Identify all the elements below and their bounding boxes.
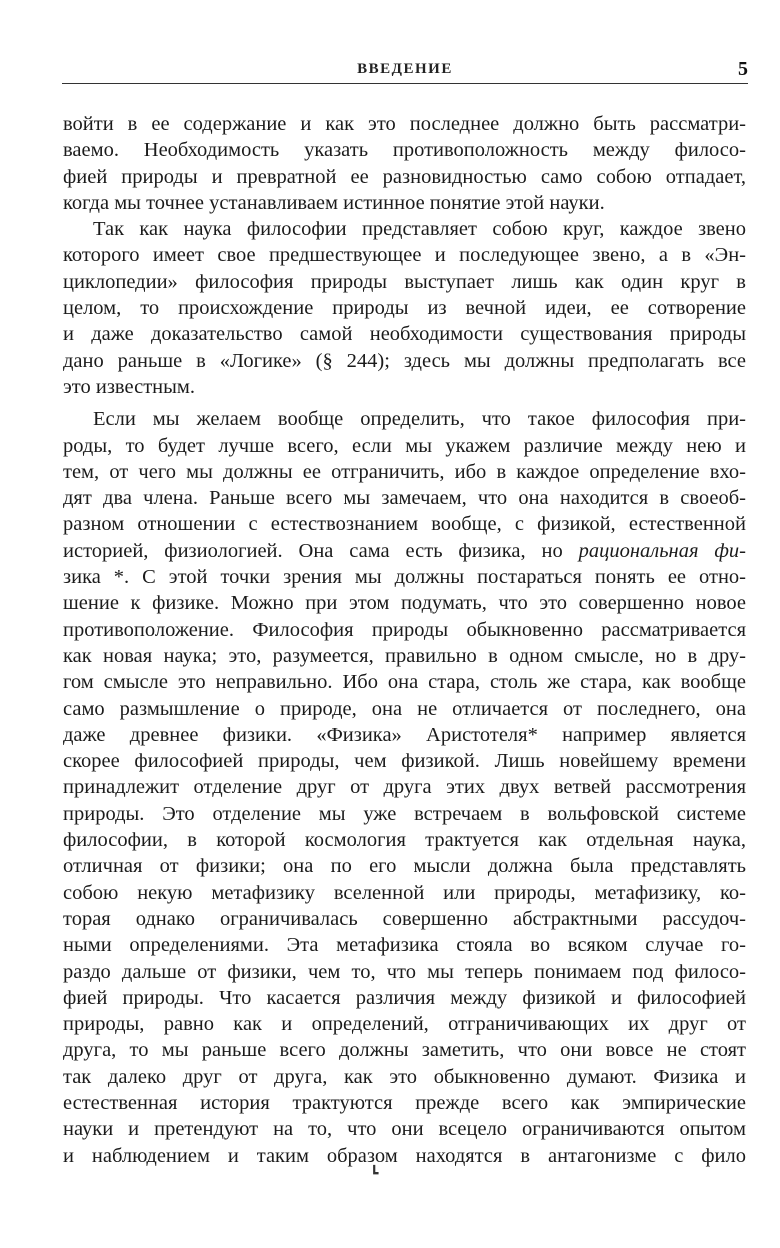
text-line: это известным.: [63, 375, 195, 398]
text-line: целом, то происхождение природы из вечной идеи, ее сотворение: [63, 297, 746, 320]
page-header: [62, 58, 748, 84]
text-line: само размышление о природе, она не отличается от последнего, она: [63, 697, 746, 720]
text-line: Так как наука философии представляет собою круг, каждое звено: [93, 218, 746, 241]
text-line: дят два члена. Раньше всего мы замечаем, что она находится в своеоб-: [63, 487, 746, 510]
header-rule: [62, 83, 748, 84]
text-line: циклопедии» философия природы выступает лишь как один круг в: [63, 270, 746, 293]
text-line-with-italic: [63, 538, 746, 564]
text-line: отличная от физики; она по его мысли должна была представлять: [63, 855, 746, 878]
text-line: которого имеет свое предшествующее и последующее звено, а в «Эн-: [63, 244, 746, 267]
text-line: скорее философией природы, чем физикой. Лишь новейшему времени: [63, 750, 746, 773]
text-line: ными определениями. Эта метафизика стояла во всяком случае го-: [63, 934, 746, 957]
text-line: друга, то мы раньше всего должны заметить, что они вовсе не стоят: [63, 1039, 746, 1062]
text-line: и наблюдением и таким образом находятся в антагонизме с фило: [63, 1144, 746, 1167]
text-line: Если мы желаем вообще определить, что такое философия при-: [93, 408, 746, 431]
text-line: тем, от чего мы должны ее отграничить, ибо в каждое определение вхо-: [63, 460, 746, 483]
text-line: и даже доказательство самой необходимости существования природы: [63, 323, 746, 346]
text-line: войти в ее содержание и как это последнее должно быть рассматри-: [63, 113, 746, 135]
text-line: как новая наука; это, разумеется, правильно в одном смысле, но в дру-: [63, 644, 746, 667]
text-line: противоположение. Философия природы обыкновенно рассматривается: [63, 618, 746, 641]
text-line: дано раньше в «Логике» (§ 244); здесь мы должны предполагать все: [63, 349, 746, 372]
text-line: даже древнее физики. «Физика» Аристотеля* например является: [63, 723, 746, 746]
italic-phrase: рациональная фи-: [578, 539, 746, 562]
paragraph-2: [63, 216, 746, 400]
text-line: гом смысле это неправильно. Ибо она стара, столь же стара, как вообще: [63, 671, 746, 694]
text-segment: историей, физиологией. Она сама есть физика, но: [63, 539, 563, 562]
text-line: собою некую метафизику вселенной или природы, метафизику, ко-: [63, 881, 746, 904]
text-line: принадлежит отделение друг от друга этих двух ветвей рассмотрения: [63, 776, 746, 799]
text-line: роды, то будет лучше всего, если мы укажем различие между нею и: [63, 434, 746, 457]
text-line: ваемо. Необходимость указать противоположность между филосо-: [63, 139, 746, 162]
text-line: торая однако ограничивалась совершенно абстрактными рассудоч-: [63, 907, 746, 930]
text-line: естественная история трактуются прежде всего как эмпирические: [63, 1091, 746, 1114]
paragraph-3: [63, 406, 746, 1169]
page-number: 5: [738, 58, 748, 80]
text-line: [63, 564, 746, 590]
text-line: фией природы. Что касается различия между физикой и философией: [63, 986, 746, 1009]
text-line: природы, равно как и определений, отграничивающих их друг от: [63, 1013, 746, 1036]
text-line: так далеко друг от друга, как это обыкновенно думают. Физика и: [63, 1065, 746, 1088]
text-line: разном отношении с естествознанием вообще, с физикой, естественной: [63, 513, 746, 536]
text-line: природы. Это отделение мы уже встречаем в вольфовской системе: [63, 802, 746, 825]
running-title: ВВЕДЕНИЕ: [357, 61, 453, 77]
text-line: раздо дальше от физики, чем то, что мы теперь понимаем под филосо-: [63, 960, 746, 983]
text-line: фией природы и превратной ее разновидностью само собою отпадает,: [63, 165, 746, 188]
page-footer-mark: ┗: [370, 1167, 379, 1182]
body-text: [63, 111, 746, 1169]
text-segment: зика *. С этой точки зрения мы должны постараться понять ее отно-: [63, 566, 746, 589]
text-line: философии, в которой космология трактуется как отдельная наука,: [63, 829, 746, 852]
text-line: шение к физике. Можно при этом подумать, что это совершенно новое: [63, 592, 746, 615]
text-line: когда мы точнее устанавливаем истинное понятие этой науки.: [63, 191, 605, 214]
paragraph-1: [63, 111, 746, 216]
text-line: науки и претендуют на то, что они всецело ограничиваются опытом: [63, 1118, 746, 1141]
